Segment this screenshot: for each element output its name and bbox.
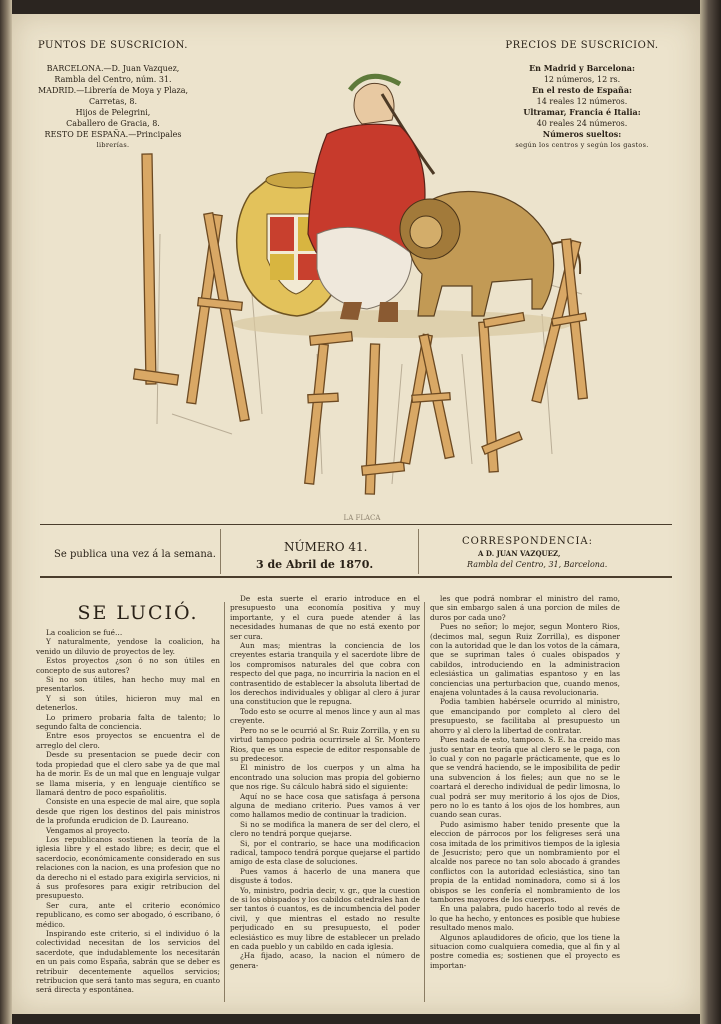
paragraph: El ministro de los cuerpos y un alma ha encontrado una solucion mas propia del gobierno que nos rige. Su cálculo habrá sido el siguiente: [230,763,420,792]
paragraph: Pues nada de esto, tampoco. S. E. ha creido mas justo sentar en teoría que al clero se le paga, con lo cual y con no pagarle prácticamente, que es lo que se vendrá haciendo, se le imposibilita de pedir una subvencion á los fieles; aun que no se le coartará el derecho individual de pedir limosna, lo cual podrá ser muy meritorio á los ojos de Dios, pero no lo es tanto á los ojos de los hombres, aun cuando sean curas. [430,735,620,820]
correspondence-name: A D. JUAN VAZQUEZ, [478,549,561,558]
paragraph: Pues no señor; lo mejor, segun Montero Rios, (decimos mal, segun Ruiz Zorrilla), es disponer con la autoridad que le dan los votos de la cámara, que se supriman tales ó cuales obispados y cabildos, introduciendo en la administracion eclesiástica un galimatias espantoso y en las conciencias una perturbacion que, cuando menos, enajena voluntades á la causa revolucionaria. [430,622,620,698]
paragraph: Los republicanos sostienen la teoría de la iglesia libre y el estado libre; es decir, que el sacerdocio, económicamente considerado en sus relaciones con la nacion, es una profesion que no da derecho ni el estado para exigirla servicios, ni á sus profesores para exigir retribucion del presupuesto. [36,834,220,901]
paragraph: Estos proyectos ¿son ó no son útiles en concepto de sus autores? [36,656,220,675]
paragraph: Ser cura, ante el criterio económico republicano, es como ser abogado, ó escribano, ó médico. [36,900,220,929]
price-line: 40 reales 24 números. [536,119,628,128]
masthead-title: LA FLACA [343,514,381,522]
paragraph: Yo, ministro, podria decir, v. gr., que la cuestion de si los obispados y los cabildos catedrales han de ser tantos ó cuantos, es de incumbencia del poder civil, y que mientras el estado no resulte perjudicado en su presupuesto, el poder eclesiástico es muy libre de establecer un prelado en cada pueblo y un cabildo en cada iglesia. [230,885,420,952]
article-column-3 [430,594,620,970]
subscription-line: Hijos de Pelegrini, [75,108,151,117]
issue-number: NÚMERO 41. [284,540,368,554]
info-divider [418,529,419,574]
paragraph: Pues vamos á hacerlo de una manera que disguste á todos. [230,866,420,886]
paragraph: Si, por el contrario, se hace una modificacion radical, tampoco tendrá porque quejarse el partido amigo de esta clase de soluciones. [230,838,420,867]
paragraph: Y si son útiles, hicieron muy mal en detenerlos. [36,693,220,713]
page-edge-left [0,0,12,1024]
column-divider [224,602,225,1002]
subscription-line: Rambla del Centro, núm. 31. [54,75,172,84]
price-line: 14 reales 12 números. [536,97,628,106]
paragraph: Consiste en una especie de mal aire, que sopla desde que rigen los destinos del pais ministros de la profunda erudicion de D. Laureano. [36,797,220,826]
paragraph: ¿Ha fijado, acaso, la nacion el número de genera- [230,951,420,970]
subscription-line: Carretas, 8. [88,97,138,106]
price-line: Números sueltos: [542,129,622,139]
subscription-points-title: PUNTOS DE SUSCRICION. [38,40,188,51]
subscription-line: librerías. [96,141,130,149]
info-top-rule [40,524,672,525]
subscription-prices-title: PRECIOS DE SUSCRICION. [505,40,659,51]
paragraph: Lo primero probaria falta de talento; lo segundo falta de conciencia. [36,712,220,732]
paragraph: Vengamos al proyecto. [46,825,130,835]
price-line: En Madrid y Barcelona: [529,63,635,73]
paragraph: les que podrá nombrar el ministro del ramo, que sin embargo salen á una porcion de miles de duros por cada uno? [430,594,620,622]
price-line: En el resto de España: [531,85,633,95]
paragraph: Algunos aplaudidores de oficio, que los tiene la situacion como cualquiera comedia, que al fin y al postre comedia es; sostienen que el proyecto es importan- [430,932,620,970]
paragraph: Si no son útiles, han hecho muy mal en presentarlos. [36,675,220,694]
paragraph: Aquí no se hace cosa que satisfaga á persona alguna de mediano criterio. Pues vamos á ver como hallamos medio de continuar la tradicion. [230,791,420,820]
subscription-line: RESTO DE ESPAÑA.—Principales [44,130,182,139]
subscription-line: MADRID.—Librería de Moya y Plaza, [37,86,189,95]
article-title: SE LUCIÓ. [77,602,199,624]
subscription-line: Caballero de Gracia, 8. [66,119,160,128]
info-divider [220,529,221,574]
paragraph: Desde su presentacion se puede decir con toda propiedad que el clero sabe ya de que mal ha de morir. Es de un mal que en lenguaje vulgar se llama miseria, y en lenguaje científico se llamará dentro de poco españolitis. [36,750,220,797]
price-line: según los centros y según los gastos. [515,141,649,149]
paragraph: Inspirando este criterio, si el individuo ó la colectividad necesitan de los servicios del sacerdote, que indudablemente los necesitarán en un pais como España, sabrán que se deber es retribuir decentemente aquellos servicios; retribucion que será tanto mas segura, en cuanto será directa y espontánea. [36,929,220,995]
issue-date: 3 de Abril de 1870. [256,558,374,571]
correspondence-title: CORRESPONDENCIA: [462,536,593,547]
paragraph: Entre esos proyectos se encuentra el de arreglo del clero. [36,731,220,750]
paragraph: Podia tambien habérsele ocurrido al ministro, que emancipando por completo al clero del presupuesto, se facilitaba al presupuesto un ahorro y al clero la libertad de contratar. [430,697,620,735]
paragraph: En una palabra, pudo hacerlo todo al revés de lo que ha hecho, y entonces es posible que hubiese resultado menos malo. [430,904,620,933]
masthead-illustration [112,54,612,524]
article-column-1 [36,628,220,995]
article-column-2 [230,594,420,970]
paragraph: La coalicion se fué… [46,628,123,637]
page-edge-right [700,0,721,1024]
paragraph: Si no se modifica la manera de ser del clero, el clero no tendrá porque quejarse. [230,819,420,839]
paragraph: Y naturalmente, yendose la coalicion, ha venido un diluvio de proyectos de ley. [36,637,220,656]
paragraph: Pero no se le ocurrió al Sr. Ruiz Zorrilla, y en su virtud tampoco podria ocurrirsele al Sr. Montero Rios, que es una especie de editor responsable de su predecesor. [230,725,420,763]
paragraph: De esta suerte el erario introduce en el presupuesto una economía positiva y muy importante, y el cura puede atender á las necesidades humanas de que no está exento por ser cura. [230,594,420,641]
column-divider [424,602,425,1002]
info-bottom-rule [40,576,672,578]
price-line: 12 números, 12 rs. [543,75,621,84]
paragraph: Aun mas; mientras la conciencia de los creyentes estaria tranquila y el sacerdote libre de los compromisos naturales del que cobra con respecto del que paga, no incurriria la nacion en el contrasentido de establecer la absoluta libertad de los derechos individuales y obligar al clero á jurar una constitucion que le repugna. [230,641,420,707]
paragraph: Pudo asimismo haber tenido presente que la eleccion de párrocos por los feligreses será una cosa imitada de los primitivos tiempos de la iglesia de Jesucristo; pero que un nombramiento por el alcalde nos parece no tan solo abocado á grandes conflictos con la autoridad eclesiástica, sino tan propia de la entidad nominadora, como si á los obispos se les confería el nombramiento de los tambores mayores de los cuerpos. [430,819,620,904]
price-line: Ultramar, Francia é Italia: [523,107,641,117]
subscription-line: BARCELONA.—D. Juan Vazquez, [46,64,180,73]
correspondence-address: Rambla del Centro, 31, Barcelona. [467,560,608,569]
newspaper-page [12,14,700,1014]
publication-frequency: Se publica una vez á la semana. [54,549,216,560]
paragraph: Todo esto se ocurre al menos lince y aun al mas creyente. [230,706,420,726]
